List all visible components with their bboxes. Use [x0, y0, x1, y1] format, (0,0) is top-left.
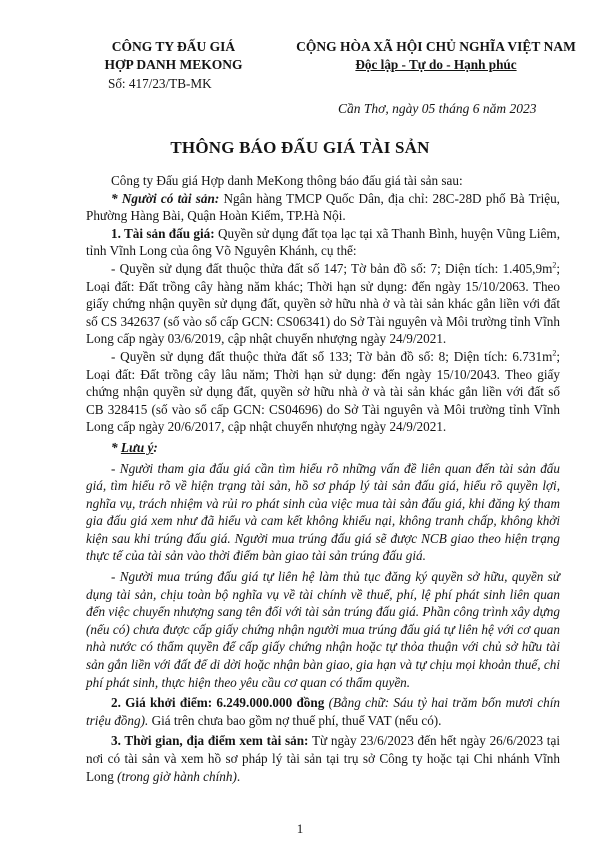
intro-paragraph: Công ty Đấu giá Hợp danh MeKong thông báo đấu giá tài sản sau:: [111, 173, 463, 188]
owner-text: Ngân hàng TMCP Quốc Dân, địa chỉ: 28C-28D phố Bà Triệu, Phường Hàng Bài, Quận Hoàn Kiếm, TP.Hà Nội.: [86, 190, 560, 224]
company-name-line1: CÔNG TY ĐẤU GIÁ: [111, 39, 236, 54]
parcel1-text-a: - Quyền sử dụng đất thuộc thửa đất số 147; Tờ bản đồ số: 7; Diện tích: 1.405,9m: [111, 260, 553, 276]
national-motto: Độc lập - Tự do - Hạnh phúc: [355, 57, 517, 72]
owner-paragraph: [86, 190, 560, 225]
page-number: 1: [296, 821, 304, 836]
price-words: (Bằng chữ: Sáu tỷ hai trăm bốn mươi chín triệu đồng).: [86, 695, 561, 728]
document-date: Cần Thơ, ngày 05 tháng 6 năm 2023: [338, 101, 537, 116]
parcel2-text-a: - Quyền sử dụng đất thuộc thửa đất số 133; Tờ bản đồ số: 8; Diện tích: 6.731m: [111, 348, 553, 364]
parcel1-sup: 2: [552, 260, 557, 270]
price-paragraph: [86, 694, 560, 729]
asset-label: 1. Tài sản đấu giá:: [111, 225, 215, 241]
parcel1-paragraph: [86, 260, 560, 348]
viewing-end: .: [236, 768, 241, 784]
parcel2-sup: 2: [552, 348, 557, 358]
viewing-paren: (trong giờ hành chính): [117, 768, 237, 784]
document-body: [86, 172, 560, 785]
parcel2-text-b: ; Loại đất: Đất trồng cây lâu năm; Thời hạn sử dụng: đến ngày 15/10/2043. Theo giấy chứng nhận quyền sử dụng đất, quyền sở hữu nhà ở và tài sản khác gắn liền với đất số CB 328415 (số vào sổ cấp GCN: CS04696) do Sở Tài nguyên và Môi trường tỉnh Vĩnh Long cấp ngày 20/6/2017, cập nhật chuyển nhượng ngày 24/9/2021.: [86, 348, 560, 435]
notes-label-prefix: *: [111, 439, 121, 455]
note-paragraph-1: - Người tham gia đấu giá cần tìm hiểu rõ những vấn đề liên quan đến tài sản đấu giá, tìm hiểu rõ về hiện trạng tài sản, hồ sơ pháp lý tài sản đấu giá, hiểu rõ quyền lợi, nghĩa vụ, trách nhiệm và rủi ro phát sinh của việc mua tài sản đấu giá, khi đăng ký tham gia đấu giá xem như đã hiểu và cam kết không khiếu nại, không tranh chấp, không khởi kiện sau khi trúng đấu giá. Người mua trúng đấu giá sẽ được NCB giao theo hiện trạng thực tế của tài sản vào thời điểm bàn giao tài sản trúng đấu giá.: [86, 460, 560, 564]
document-number: Số: 417/23/TB-MK: [108, 76, 212, 91]
document-title: THÔNG BÁO ĐẤU GIÁ TÀI SẢN: [170, 138, 430, 157]
company-name-line2: HỢP DANH MEKONG: [104, 57, 243, 72]
notes-label: Lưu ý: [120, 439, 154, 455]
nation-name: CỘNG HÒA XÃ HỘI CHỦ NGHĨA VIỆT NAM: [296, 39, 576, 54]
asset-paragraph: [86, 225, 560, 260]
viewing-label: 3. Thời gian, địa điểm xem tài sản:: [111, 733, 309, 749]
parcel1-text-b: ; Loại đất: Đất trồng cây hàng năm khác; Thời hạn sử dụng: đến ngày 15/10/2063. Theo giấy chứng nhận quyền sử dụng đất, quyền sở hữu nhà ở và tài sản khác gắn liền với đất số CS 342637 (số vào sổ cấp GCN: CS06341) do Sở Tài nguyên và Môi trường tỉnh Vĩnh Long cấp ngày 03/6/2019, cập nhật chuyển nhượng ngày 24/9/2021.: [86, 260, 560, 347]
national-header: [286, 38, 586, 74]
price-label: 2. Giá khởi điểm: 6.249.000.000 đồng: [111, 695, 325, 711]
viewing-paragraph: [86, 732, 560, 785]
viewing-text: Từ ngày 23/6/2023 đến hết ngày 26/6/2023 tại nơi có tài sản và xem hồ sơ pháp lý tài sản tại trụ sở Công ty hoặc tại Chi nhánh Vĩnh Long: [86, 733, 560, 784]
asset-text: Quyền sử dụng đất tọa lạc tại xã Thanh Bình, huyện Vũng Liêm, tỉnh Vĩnh Long của ông Võ Nguyên Khánh, cụ thể:: [86, 225, 560, 259]
notes-label-suffix: :: [153, 439, 158, 455]
price-text: Giá trên chưa bao gồm nợ thuế phí, thuế VAT (nếu có).: [148, 712, 442, 728]
notes-heading: [86, 439, 560, 457]
parcel2-paragraph: [86, 348, 560, 436]
company-header: [96, 38, 251, 93]
owner-label: * Người có tài sản:: [111, 190, 220, 206]
note-paragraph-2: - Người mua trúng đấu giá tự liên hệ làm thủ tục đăng ký quyền sở hữu, quyền sử dụng tài sản, chịu toàn bộ nghĩa vụ về tài chính về thuế, phí, lệ phí phát sinh liên quan đến việc chuyển nhượng sang tên đối với tài sản trúng đấu giá. Phần công trình xây dựng (nếu có) chưa được cấp giấy chứng nhận người mua trúng đấu giá tự liên hệ với cơ quan nhà nước có thẩm quyền để cấp giấy chứng nhận hoặc tự thỏa thuận với chủ sở hữu tài sản gắn liền với đất để di dời hoặc nhận bàn giao, gia hạn và tự chịu mọi khoản thuế, chi phí phát sinh, thực hiện theo yêu cầu cơ quan có thẩm quyền.: [86, 569, 560, 690]
